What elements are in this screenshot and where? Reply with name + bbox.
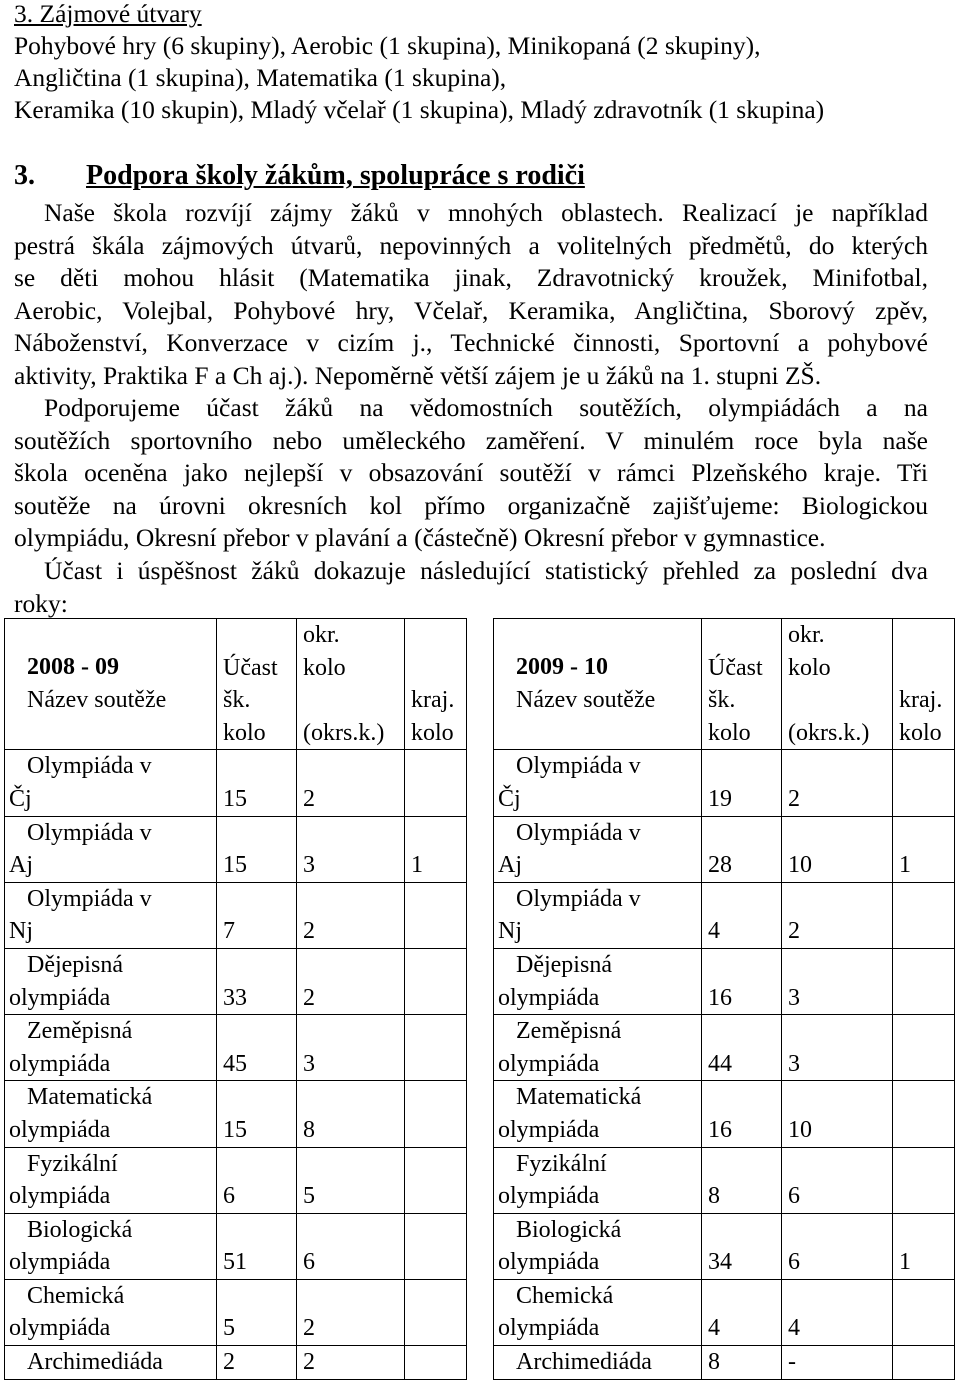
region-round-count: 1 xyxy=(405,816,467,882)
competition-name-line-2: olympiáda xyxy=(498,1050,600,1077)
district-round-count: 3 xyxy=(297,816,405,882)
competition-name-cell xyxy=(5,948,217,1014)
region-round-count xyxy=(893,1015,955,1081)
paragraph-line: Podporujeme účast žáků na vědomostních soutěžích, olympiádách a na xyxy=(44,393,928,422)
school-round-count: 5 xyxy=(217,1279,297,1345)
competition-name-cell xyxy=(5,1147,217,1213)
header-district-line: (okrs.k.) xyxy=(788,719,870,746)
district-round-count: 4 xyxy=(782,1279,893,1345)
paragraph-line: aktivity, Praktika F a Ch aj.). Nepoměrně větší zájem je u žáků na 1. stupni ZŠ. xyxy=(14,360,822,390)
competition-name-line-1: Olympiáda v xyxy=(516,885,641,912)
header-school xyxy=(702,619,782,750)
school-round-count: 15 xyxy=(217,816,297,882)
competition-name-line-2: olympiáda xyxy=(9,1116,111,1143)
competition-name-line-1: Matematická xyxy=(516,1084,642,1111)
competition-name-cell xyxy=(494,750,702,816)
header-region-line: kolo xyxy=(899,719,942,746)
table-row xyxy=(494,1346,955,1380)
competition-name-line-1: Olympiáda v xyxy=(27,753,152,780)
district-round-count: 6 xyxy=(782,1147,893,1213)
competition-name-line-1: Olympiáda v xyxy=(516,819,641,846)
district-round-count: 8 xyxy=(297,1081,405,1147)
interest-line-2: Angličtina (1 skupina), Matematika (1 skupina), xyxy=(14,63,507,92)
competition-name-line-1: Chemická xyxy=(27,1282,125,1309)
district-round-count: 10 xyxy=(782,1081,893,1147)
region-round-count xyxy=(893,882,955,948)
school-round-count: 33 xyxy=(217,948,297,1014)
school-round-count: 4 xyxy=(702,882,782,948)
table-header-row xyxy=(494,619,955,750)
header-district-line: kolo xyxy=(788,654,831,681)
school-round-count: 45 xyxy=(217,1015,297,1081)
competition-name-cell xyxy=(5,750,217,816)
region-round-count xyxy=(405,1081,467,1147)
competition-name-cell xyxy=(5,1015,217,1081)
table-row xyxy=(5,816,467,882)
district-round-count: 5 xyxy=(297,1147,405,1213)
competition-name-cell xyxy=(5,1346,217,1380)
table-body xyxy=(494,750,955,1379)
paragraph-line: roky: xyxy=(14,588,68,618)
header-region xyxy=(405,619,467,750)
competition-name-cell xyxy=(5,1279,217,1345)
header-school-line: Účast xyxy=(708,654,763,681)
header-region-line: kolo xyxy=(411,719,454,746)
region-round-count xyxy=(893,948,955,1014)
paragraph-line: Naše škola rozvíjí zájmy žáků v mnohých oblastech. Realizací je například xyxy=(44,198,928,227)
competition-name-line-1: Dějepisná xyxy=(27,951,123,978)
competition-name-line-1: Chemická xyxy=(516,1282,614,1309)
region-round-count xyxy=(893,1081,955,1147)
table-row xyxy=(5,948,467,1014)
table-row xyxy=(5,882,467,948)
district-round-count: 2 xyxy=(297,1346,405,1380)
header-school xyxy=(217,619,297,750)
district-round-count: 6 xyxy=(297,1213,405,1279)
competition-name-line-2: Aj xyxy=(498,852,522,879)
competition-name-line-1: Olympiáda v xyxy=(27,885,152,912)
competition-name-cell xyxy=(494,948,702,1014)
competition-name-line-2: olympiáda xyxy=(498,1315,600,1342)
table-row xyxy=(5,1081,467,1147)
table-body xyxy=(5,750,467,1379)
competition-name-line-2: olympiáda xyxy=(498,1249,600,1276)
competition-name-cell xyxy=(494,816,702,882)
region-round-count xyxy=(405,1213,467,1279)
interest-heading: 3. Zájmové útvary xyxy=(14,0,202,28)
table-row xyxy=(5,1213,467,1279)
table-row xyxy=(494,882,955,948)
school-round-count: 2 xyxy=(217,1346,297,1380)
table-row xyxy=(494,1147,955,1213)
region-round-count xyxy=(893,1346,955,1380)
region-round-count xyxy=(893,750,955,816)
competition-name-line-1: Zeměpisná xyxy=(27,1018,133,1045)
competition-name-line-1: Olympiáda v xyxy=(27,819,152,846)
school-round-count: 16 xyxy=(702,948,782,1014)
table-year: 2008 - 09 xyxy=(27,654,119,680)
support-paragraph-3 xyxy=(14,555,928,620)
competition-name-cell xyxy=(494,882,702,948)
header-region xyxy=(893,619,955,750)
support-paragraph-2 xyxy=(14,392,928,555)
competition-name-line-1: Olympiáda v xyxy=(516,753,641,780)
competition-name-line-1: Biologická xyxy=(27,1216,133,1243)
header-name-cell xyxy=(494,619,702,750)
competition-name-cell xyxy=(494,1081,702,1147)
paragraph-line: Účast i úspěšnost žáků dokazuje následující statistický přehled za poslední dva xyxy=(44,556,928,585)
school-round-count: 51 xyxy=(217,1213,297,1279)
paragraph-line: olympiádu, Okresní přebor v plavání a (částečně) Okresní přebor v gymnastice. xyxy=(14,523,826,553)
competition-name-line-1: Fyzikální xyxy=(516,1150,607,1177)
support-heading-number: 3. xyxy=(14,160,35,191)
header-name: Název soutěže xyxy=(516,686,656,713)
competition-name-cell xyxy=(5,1213,217,1279)
region-round-count xyxy=(405,1147,467,1213)
competition-name-line-1: Dějepisná xyxy=(516,951,612,978)
header-school-line: Účast xyxy=(223,654,278,681)
region-round-count xyxy=(405,948,467,1014)
district-round-count: 2 xyxy=(297,750,405,816)
header-name: Název soutěže xyxy=(27,686,167,713)
header-district-line: (okrs.k.) xyxy=(303,719,385,746)
district-round-count: 2 xyxy=(782,750,893,816)
competition-name-line-2: olympiáda xyxy=(9,1183,111,1210)
header-name-cell xyxy=(5,619,217,750)
header-district-line: okr. xyxy=(788,622,825,648)
table-row xyxy=(494,1213,955,1279)
competition-name-cell xyxy=(5,1081,217,1147)
table-row xyxy=(494,1279,955,1345)
table-row xyxy=(494,750,955,816)
competition-name-line-1: Fyzikální xyxy=(27,1150,118,1177)
header-region-line: kraj. xyxy=(411,687,455,714)
competition-name-line-1: Matematická xyxy=(27,1084,153,1111)
competition-table-2009-10 xyxy=(493,618,955,1380)
competition-name-line-2: Čj xyxy=(498,785,521,812)
competition-name-line-2: olympiáda xyxy=(9,1249,111,1276)
school-round-count: 6 xyxy=(217,1147,297,1213)
competition-name-line-2: olympiáda xyxy=(9,984,111,1011)
school-round-count: 4 xyxy=(702,1279,782,1345)
school-round-count: 8 xyxy=(702,1147,782,1213)
paragraph-line: se děti mohou hlásit (Matematika jinak, Zdravotnický kroužek, Minifotbal, xyxy=(14,263,928,293)
region-round-count xyxy=(405,750,467,816)
table-row xyxy=(494,1081,955,1147)
district-round-count: 2 xyxy=(297,948,405,1014)
competition-name-line-1: Zeměpisná xyxy=(516,1018,622,1045)
paragraph-line: Náboženství, Konverzace v cizím j., Technické činnosti, Sportovní a pohybové xyxy=(14,328,928,358)
table-row xyxy=(5,1147,467,1213)
school-round-count: 19 xyxy=(702,750,782,816)
competition-name-line-2: Aj xyxy=(9,852,33,879)
competition-name-cell xyxy=(494,1147,702,1213)
competition-name-line-2: Nj xyxy=(9,918,33,945)
header-district-line: okr. xyxy=(303,622,340,648)
header-school-line: šk. xyxy=(223,687,251,714)
district-round-count: 2 xyxy=(782,882,893,948)
competition-name-line-2: Nj xyxy=(498,918,522,945)
school-round-count: 15 xyxy=(217,750,297,816)
table-row xyxy=(5,1346,467,1380)
header-region-line: kraj. xyxy=(899,687,943,714)
school-round-count: 34 xyxy=(702,1213,782,1279)
school-round-count: 44 xyxy=(702,1015,782,1081)
competition-name-cell xyxy=(494,1015,702,1081)
competition-table-2008-09 xyxy=(4,618,467,1380)
region-round-count xyxy=(405,1015,467,1081)
region-round-count: 1 xyxy=(893,816,955,882)
district-round-count: 3 xyxy=(297,1015,405,1081)
region-round-count: 1 xyxy=(893,1213,955,1279)
paragraph-line: škola oceněna jako nejlepší v obsazování soutěží v rámci Plzeňského kraje. Tři xyxy=(14,458,928,488)
region-round-count xyxy=(405,882,467,948)
table-row xyxy=(494,816,955,882)
district-round-count: 3 xyxy=(782,948,893,1014)
header-district xyxy=(782,619,893,750)
table-row xyxy=(494,1015,955,1081)
school-round-count: 15 xyxy=(217,1081,297,1147)
table-header-row xyxy=(5,619,467,750)
competition-name-cell xyxy=(494,1279,702,1345)
interest-line-3: Keramika (10 skupin), Mladý včelař (1 skupina), Mladý zdravotník (1 skupina) xyxy=(14,95,825,124)
district-round-count: 10 xyxy=(782,816,893,882)
district-round-count: 2 xyxy=(297,882,405,948)
school-round-count: 16 xyxy=(702,1081,782,1147)
competition-name-cell xyxy=(494,1346,702,1380)
school-round-count: 8 xyxy=(702,1346,782,1380)
district-round-count: 3 xyxy=(782,1015,893,1081)
competition-name-line-2: Archimediáda xyxy=(516,1349,652,1376)
district-round-count: - xyxy=(782,1346,893,1380)
header-school-line: šk. xyxy=(708,687,736,714)
district-round-count: 6 xyxy=(782,1213,893,1279)
competition-name-cell xyxy=(494,1213,702,1279)
region-round-count xyxy=(893,1147,955,1213)
table-row xyxy=(5,1015,467,1081)
table-row xyxy=(5,1279,467,1345)
header-school-line: kolo xyxy=(708,719,751,746)
competition-name-line-1: Biologická xyxy=(516,1216,622,1243)
table-year: 2009 - 10 xyxy=(516,654,608,680)
paragraph-line: soutěže na úrovni okresních kol přímo organizačně zajišťujeme: Biologickou xyxy=(14,490,928,520)
interest-line-1: Pohybové hry (6 skupiny), Aerobic (1 skupina), Minikopaná (2 skupiny), xyxy=(14,31,761,60)
paragraph-line: pestrá škála zájmových útvarů, nepovinných a volitelných předmětů, do kterých xyxy=(14,230,928,260)
header-school-line: kolo xyxy=(223,719,266,746)
district-round-count: 2 xyxy=(297,1279,405,1345)
competition-name-cell xyxy=(5,816,217,882)
support-paragraph-1 xyxy=(14,197,928,393)
school-round-count: 7 xyxy=(217,882,297,948)
competition-name-line-2: olympiáda xyxy=(9,1050,111,1077)
competition-name-line-2: olympiáda xyxy=(498,1116,600,1143)
table-row xyxy=(5,750,467,816)
competition-name-line-2: Archimediáda xyxy=(27,1349,163,1376)
region-round-count xyxy=(405,1346,467,1380)
region-round-count xyxy=(893,1279,955,1345)
competition-name-line-2: Čj xyxy=(9,785,32,812)
table-row xyxy=(494,948,955,1014)
competition-name-line-2: olympiáda xyxy=(498,1183,600,1210)
support-heading xyxy=(14,160,585,192)
competition-name-cell xyxy=(5,882,217,948)
paragraph-line: Aerobic, Volejbal, Pohybové hry, Včelař, Keramika, Angličtina, Sborový zpěv, xyxy=(14,295,928,325)
competition-name-line-2: olympiáda xyxy=(498,984,600,1011)
header-district xyxy=(297,619,405,750)
competition-name-line-2: olympiáda xyxy=(9,1315,111,1342)
header-district-line: kolo xyxy=(303,654,346,681)
region-round-count xyxy=(405,1279,467,1345)
paragraph-line: soutěžích sportovního nebo uměleckého zaměření. V minulém roce byla naše xyxy=(14,425,928,455)
support-heading-title: Podpora školy žákům, spolupráce s rodiči xyxy=(86,160,585,191)
school-round-count: 28 xyxy=(702,816,782,882)
